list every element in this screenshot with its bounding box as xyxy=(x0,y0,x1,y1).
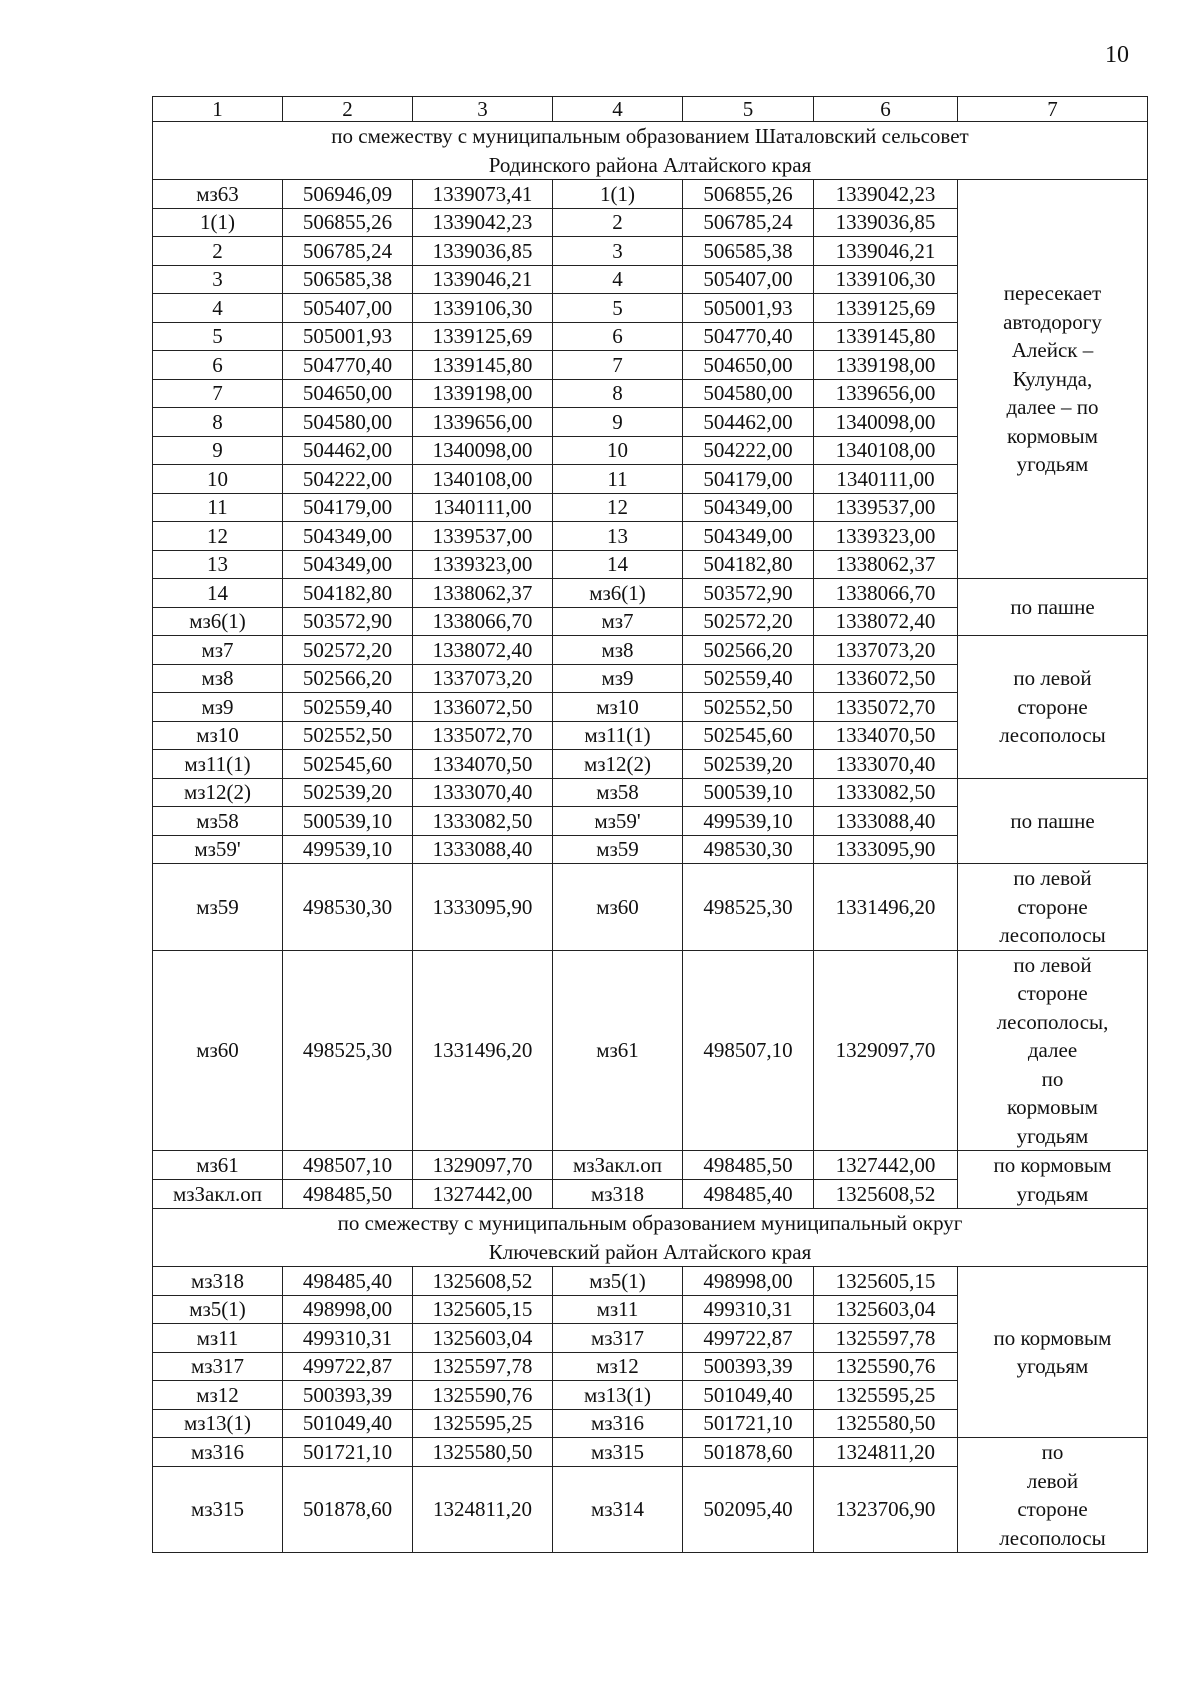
y-from-cell: 1334070,50 xyxy=(413,750,553,779)
point-from-cell: 14 xyxy=(153,579,283,608)
y-from-cell: 1338066,70 xyxy=(413,607,553,636)
x-to-cell: 498485,50 xyxy=(683,1151,814,1180)
x-from-cell: 506585,38 xyxy=(283,265,413,294)
table-row xyxy=(153,1438,1148,1467)
section-title xyxy=(153,122,1148,180)
y-from-cell: 1339106,30 xyxy=(413,294,553,323)
y-from-cell: 1327442,00 xyxy=(413,1180,553,1209)
x-to-cell: 499310,31 xyxy=(683,1295,814,1324)
y-from-cell: 1325608,52 xyxy=(413,1267,553,1296)
x-to-cell: 504462,00 xyxy=(683,408,814,437)
x-to-cell: 502545,60 xyxy=(683,721,814,750)
boundary-description-line: Алейск – xyxy=(1011,338,1094,363)
point-to-cell: 7 xyxy=(553,351,683,380)
table-row xyxy=(153,180,1148,209)
y-from-cell: 1339046,21 xyxy=(413,265,553,294)
boundary-description-cell xyxy=(958,579,1148,636)
point-to-cell: мз316 xyxy=(553,1409,683,1438)
point-from-cell: мз8 xyxy=(153,664,283,693)
x-to-cell: 498525,30 xyxy=(683,864,814,951)
boundary-description-cell xyxy=(958,1438,1148,1553)
x-from-cell: 500539,10 xyxy=(283,807,413,836)
y-from-cell: 1339042,23 xyxy=(413,208,553,237)
y-to-cell: 1331496,20 xyxy=(814,864,958,951)
y-to-cell: 1324811,20 xyxy=(814,1438,958,1467)
y-to-cell: 1333088,40 xyxy=(814,807,958,836)
x-to-cell: 506785,24 xyxy=(683,208,814,237)
x-from-cell: 498530,30 xyxy=(283,864,413,951)
y-to-cell: 1325603,04 xyxy=(814,1295,958,1324)
y-from-cell: 1339198,00 xyxy=(413,379,553,408)
x-from-cell: 501721,10 xyxy=(283,1438,413,1467)
y-to-cell: 1325590,76 xyxy=(814,1352,958,1381)
x-from-cell: 498998,00 xyxy=(283,1295,413,1324)
point-from-cell: мз59' xyxy=(153,835,283,864)
point-to-cell: мз8 xyxy=(553,636,683,665)
x-from-cell: 499722,87 xyxy=(283,1352,413,1381)
point-from-cell: мз318 xyxy=(153,1267,283,1296)
x-to-cell: 501721,10 xyxy=(683,1409,814,1438)
x-to-cell: 504349,00 xyxy=(683,522,814,551)
coordinates-table xyxy=(152,96,1148,1553)
point-from-cell: 9 xyxy=(153,436,283,465)
y-to-cell: 1336072,50 xyxy=(814,664,958,693)
y-from-cell: 1333088,40 xyxy=(413,835,553,864)
x-from-cell: 505001,93 xyxy=(283,322,413,351)
x-from-cell: 502566,20 xyxy=(283,664,413,693)
y-from-cell: 1325590,76 xyxy=(413,1381,553,1410)
x-from-cell: 506946,09 xyxy=(283,180,413,209)
y-from-cell: 1325580,50 xyxy=(413,1438,553,1467)
table-row xyxy=(153,636,1148,665)
boundary-description-line: стороне xyxy=(1017,1497,1088,1521)
x-from-cell: 503572,90 xyxy=(283,607,413,636)
x-to-cell: 502552,50 xyxy=(683,693,814,722)
point-from-cell: мз12(2) xyxy=(153,778,283,807)
boundary-description-cell xyxy=(958,1267,1148,1438)
boundary-description-line: автодорогу xyxy=(1003,309,1102,334)
x-to-cell: 502095,40 xyxy=(683,1466,814,1552)
y-to-cell: 1323706,90 xyxy=(814,1466,958,1552)
point-to-cell: мз7 xyxy=(553,607,683,636)
x-from-cell: 504770,40 xyxy=(283,351,413,380)
x-from-cell: 504179,00 xyxy=(283,493,413,522)
y-from-cell: 1339537,00 xyxy=(413,522,553,551)
point-to-cell: 14 xyxy=(553,550,683,579)
y-from-cell: 1336072,50 xyxy=(413,693,553,722)
y-to-cell: 1334070,50 xyxy=(814,721,958,750)
y-from-cell: 1339073,41 xyxy=(413,180,553,209)
y-to-cell: 1339323,00 xyxy=(814,522,958,551)
x-to-cell: 500539,10 xyxy=(683,778,814,807)
section-title xyxy=(153,1209,1148,1267)
x-to-cell: 504182,80 xyxy=(683,550,814,579)
page-number: 10 xyxy=(1105,42,1129,68)
boundary-description-line: стороне xyxy=(1017,894,1088,919)
table-row xyxy=(153,864,1148,951)
section-title-line: Родинского района Алтайского края xyxy=(488,152,812,177)
x-from-cell: 499539,10 xyxy=(283,835,413,864)
section-title-line: по смежеству с муниципальным образованием Шаталовский сельсовет xyxy=(331,124,969,148)
point-from-cell: мз316 xyxy=(153,1438,283,1467)
header-row xyxy=(153,97,1148,122)
table-row xyxy=(153,1209,1148,1267)
y-from-cell: 1333095,90 xyxy=(413,864,553,951)
y-to-cell: 1338066,70 xyxy=(814,579,958,608)
y-from-cell: 1340111,00 xyxy=(413,493,553,522)
y-to-cell: 1325595,25 xyxy=(814,1381,958,1410)
point-to-cell: 6 xyxy=(553,322,683,351)
x-to-cell: 501878,60 xyxy=(683,1438,814,1467)
x-to-cell: 503572,90 xyxy=(683,579,814,608)
point-from-cell: 4 xyxy=(153,294,283,323)
point-from-cell: 13 xyxy=(153,550,283,579)
point-to-cell: 1(1) xyxy=(553,180,683,209)
section-title-line: Ключевский район Алтайского края xyxy=(488,1239,812,1264)
coordinates-table-body xyxy=(153,97,1148,1553)
y-from-cell: 1338072,40 xyxy=(413,636,553,665)
boundary-description-line: угодьям xyxy=(1016,1123,1089,1148)
x-from-cell: 504182,80 xyxy=(283,579,413,608)
point-to-cell: мз5(1) xyxy=(553,1267,683,1296)
y-to-cell: 1339046,21 xyxy=(814,237,958,266)
boundary-description-line: Кулунда, xyxy=(1012,366,1093,391)
point-to-cell: мз12(2) xyxy=(553,750,683,779)
x-to-cell: 504179,00 xyxy=(683,465,814,494)
point-from-cell: мз13(1) xyxy=(153,1409,283,1438)
y-from-cell: 1340108,00 xyxy=(413,465,553,494)
x-to-cell: 502559,40 xyxy=(683,664,814,693)
boundary-description-line: пересекает xyxy=(1003,281,1102,306)
boundary-description-line: стороне xyxy=(1017,981,1088,1005)
x-from-cell: 504462,00 xyxy=(283,436,413,465)
point-from-cell: 3 xyxy=(153,265,283,294)
point-from-cell: 10 xyxy=(153,465,283,494)
boundary-description-cell xyxy=(958,950,1148,1151)
table-row xyxy=(153,778,1148,807)
boundary-description-line: далее xyxy=(1027,1038,1078,1062)
x-to-cell: 499539,10 xyxy=(683,807,814,836)
x-to-cell: 506855,26 xyxy=(683,180,814,209)
boundary-description-line: по пашне xyxy=(1010,808,1095,833)
column-number-header: 4 xyxy=(553,97,683,122)
point-to-cell: мз59' xyxy=(553,807,683,836)
point-from-cell: мз63 xyxy=(153,180,283,209)
boundary-description-line: лесополосы xyxy=(999,723,1106,747)
x-from-cell: 504222,00 xyxy=(283,465,413,494)
boundary-description-line: по левой xyxy=(1013,952,1092,977)
boundary-description-line: по пашне xyxy=(1010,594,1095,619)
y-to-cell: 1339106,30 xyxy=(814,265,958,294)
x-to-cell: 504650,00 xyxy=(683,351,814,380)
boundary-description-line: левой xyxy=(1026,1468,1079,1493)
point-to-cell: мз318 xyxy=(553,1180,683,1209)
y-from-cell: 1331496,20 xyxy=(413,950,553,1151)
point-from-cell: мз6(1) xyxy=(153,607,283,636)
y-from-cell: 1325605,15 xyxy=(413,1295,553,1324)
boundary-description-cell xyxy=(958,180,1148,579)
boundary-description-line: лесополосы xyxy=(999,1525,1106,1550)
point-from-cell: мз315 xyxy=(153,1466,283,1552)
point-from-cell: мз60 xyxy=(153,950,283,1151)
x-from-cell: 504349,00 xyxy=(283,522,413,551)
point-to-cell: 4 xyxy=(553,265,683,294)
x-from-cell: 502552,50 xyxy=(283,721,413,750)
y-from-cell: 1337073,20 xyxy=(413,664,553,693)
y-to-cell: 1339198,00 xyxy=(814,351,958,380)
x-from-cell: 502572,20 xyxy=(283,636,413,665)
x-from-cell: 498485,50 xyxy=(283,1180,413,1209)
point-to-cell: 10 xyxy=(553,436,683,465)
y-from-cell: 1340098,00 xyxy=(413,436,553,465)
x-to-cell: 498530,30 xyxy=(683,835,814,864)
point-from-cell: 11 xyxy=(153,493,283,522)
column-number-header: 6 xyxy=(814,97,958,122)
point-to-cell: мз13(1) xyxy=(553,1381,683,1410)
point-to-cell: мз317 xyxy=(553,1324,683,1353)
boundary-description-cell xyxy=(958,778,1148,864)
table-row xyxy=(153,122,1148,180)
x-to-cell: 502539,20 xyxy=(683,750,814,779)
x-from-cell: 504650,00 xyxy=(283,379,413,408)
y-from-cell: 1325597,78 xyxy=(413,1352,553,1381)
y-to-cell: 1337073,20 xyxy=(814,636,958,665)
column-number-header: 7 xyxy=(958,97,1148,122)
x-to-cell: 501049,40 xyxy=(683,1381,814,1410)
point-to-cell: 12 xyxy=(553,493,683,522)
section-title-line: по смежеству с муниципальным образованием муниципальный округ xyxy=(337,1211,963,1235)
x-to-cell: 504222,00 xyxy=(683,436,814,465)
y-to-cell: 1340098,00 xyxy=(814,408,958,437)
y-from-cell: 1333082,50 xyxy=(413,807,553,836)
boundary-description-line: лесополосы xyxy=(999,923,1106,947)
x-to-cell: 505001,93 xyxy=(683,294,814,323)
x-to-cell: 499722,87 xyxy=(683,1324,814,1353)
y-from-cell: 1325595,25 xyxy=(413,1409,553,1438)
boundary-description-line: далее – по xyxy=(1006,395,1099,420)
point-to-cell: мз11 xyxy=(553,1295,683,1324)
boundary-description-line: по левой xyxy=(1013,666,1092,690)
point-from-cell: мз11 xyxy=(153,1324,283,1353)
y-from-cell: 1333070,40 xyxy=(413,778,553,807)
y-to-cell: 1339042,23 xyxy=(814,180,958,209)
point-to-cell: мз59 xyxy=(553,835,683,864)
boundary-description-line: кормовым xyxy=(1007,1095,1098,1119)
point-to-cell: 5 xyxy=(553,294,683,323)
column-number-header: 2 xyxy=(283,97,413,122)
boundary-description-line: угодьям xyxy=(1016,1181,1089,1206)
point-to-cell: мз58 xyxy=(553,778,683,807)
point-from-cell: 12 xyxy=(153,522,283,551)
point-from-cell: 1(1) xyxy=(153,208,283,237)
y-to-cell: 1338062,37 xyxy=(814,550,958,579)
x-to-cell: 504580,00 xyxy=(683,379,814,408)
y-from-cell: 1339125,69 xyxy=(413,322,553,351)
boundary-description-line: лесополосы, xyxy=(996,1009,1109,1034)
boundary-description-cell xyxy=(958,1151,1148,1209)
point-from-cell: мз61 xyxy=(153,1151,283,1180)
x-from-cell: 498485,40 xyxy=(283,1267,413,1296)
y-to-cell: 1338072,40 xyxy=(814,607,958,636)
x-to-cell: 502572,20 xyxy=(683,607,814,636)
x-from-cell: 500393,39 xyxy=(283,1381,413,1410)
column-number-header: 3 xyxy=(413,97,553,122)
point-from-cell: мз59 xyxy=(153,864,283,951)
point-from-cell: мз7 xyxy=(153,636,283,665)
y-to-cell: 1325605,15 xyxy=(814,1267,958,1296)
boundary-description-cell xyxy=(958,864,1148,951)
point-from-cell: мз10 xyxy=(153,721,283,750)
boundary-description-line: угодьям xyxy=(1016,452,1089,477)
y-from-cell: 1329097,70 xyxy=(413,1151,553,1180)
x-from-cell: 499310,31 xyxy=(283,1324,413,1353)
point-to-cell: 3 xyxy=(553,237,683,266)
x-to-cell: 502566,20 xyxy=(683,636,814,665)
boundary-description-line: по левой xyxy=(1013,866,1092,890)
point-to-cell: мз6(1) xyxy=(553,579,683,608)
x-from-cell: 505407,00 xyxy=(283,294,413,323)
point-to-cell: мз11(1) xyxy=(553,721,683,750)
point-to-cell: 13 xyxy=(553,522,683,551)
boundary-description-line: по кормовым xyxy=(993,1153,1112,1177)
y-to-cell: 1333095,90 xyxy=(814,835,958,864)
x-from-cell: 498525,30 xyxy=(283,950,413,1151)
x-from-cell: 504580,00 xyxy=(283,408,413,437)
point-from-cell: 8 xyxy=(153,408,283,437)
x-from-cell: 502539,20 xyxy=(283,778,413,807)
boundary-description-line: по xyxy=(1041,1440,1064,1464)
y-from-cell: 1339036,85 xyxy=(413,237,553,266)
boundary-description-line: кормовым xyxy=(1007,423,1098,448)
x-from-cell: 502559,40 xyxy=(283,693,413,722)
point-from-cell: мз317 xyxy=(153,1352,283,1381)
y-to-cell: 1325580,50 xyxy=(814,1409,958,1438)
point-from-cell: мз5(1) xyxy=(153,1295,283,1324)
boundary-description-line: по кормовым xyxy=(993,1325,1112,1350)
point-to-cell: 9 xyxy=(553,408,683,437)
y-to-cell: 1333070,40 xyxy=(814,750,958,779)
y-to-cell: 1339125,69 xyxy=(814,294,958,323)
y-from-cell: 1324811,20 xyxy=(413,1466,553,1552)
point-to-cell: 11 xyxy=(553,465,683,494)
point-to-cell: мз314 xyxy=(553,1466,683,1552)
point-to-cell: мз9 xyxy=(553,664,683,693)
point-to-cell: мз10 xyxy=(553,693,683,722)
y-to-cell: 1339656,00 xyxy=(814,379,958,408)
x-to-cell: 498485,40 xyxy=(683,1180,814,1209)
x-to-cell: 500393,39 xyxy=(683,1352,814,1381)
column-number-header: 1 xyxy=(153,97,283,122)
y-to-cell: 1325608,52 xyxy=(814,1180,958,1209)
point-from-cell: мз58 xyxy=(153,807,283,836)
x-to-cell: 498507,10 xyxy=(683,950,814,1151)
table-row xyxy=(153,1267,1148,1296)
x-from-cell: 498507,10 xyxy=(283,1151,413,1180)
table-row xyxy=(153,579,1148,608)
x-to-cell: 506585,38 xyxy=(683,237,814,266)
boundary-description-line: по xyxy=(1041,1066,1064,1091)
column-number-header: 5 xyxy=(683,97,814,122)
y-from-cell: 1339656,00 xyxy=(413,408,553,437)
point-from-cell: 6 xyxy=(153,351,283,380)
point-from-cell: 2 xyxy=(153,237,283,266)
y-to-cell: 1339537,00 xyxy=(814,493,958,522)
x-from-cell: 506855,26 xyxy=(283,208,413,237)
point-to-cell: 2 xyxy=(553,208,683,237)
y-from-cell: 1339323,00 xyxy=(413,550,553,579)
point-from-cell: мзЗакл.оп xyxy=(153,1180,283,1209)
y-from-cell: 1338062,37 xyxy=(413,579,553,608)
x-from-cell: 504349,00 xyxy=(283,550,413,579)
x-to-cell: 498998,00 xyxy=(683,1267,814,1296)
point-from-cell: мз9 xyxy=(153,693,283,722)
y-to-cell: 1340108,00 xyxy=(814,436,958,465)
point-to-cell: 8 xyxy=(553,379,683,408)
y-to-cell: 1327442,00 xyxy=(814,1151,958,1180)
point-from-cell: мз11(1) xyxy=(153,750,283,779)
table-row xyxy=(153,950,1148,1151)
y-from-cell: 1325603,04 xyxy=(413,1324,553,1353)
y-to-cell: 1333082,50 xyxy=(814,778,958,807)
point-to-cell: мз12 xyxy=(553,1352,683,1381)
point-from-cell: 5 xyxy=(153,322,283,351)
y-to-cell: 1339145,80 xyxy=(814,322,958,351)
x-to-cell: 504349,00 xyxy=(683,493,814,522)
x-from-cell: 502545,60 xyxy=(283,750,413,779)
point-to-cell: мзЗакл.оп xyxy=(553,1151,683,1180)
x-from-cell: 501878,60 xyxy=(283,1466,413,1552)
y-to-cell: 1329097,70 xyxy=(814,950,958,1151)
boundary-description-line: стороне xyxy=(1017,694,1088,719)
boundary-description-cell xyxy=(958,636,1148,779)
x-from-cell: 506785,24 xyxy=(283,237,413,266)
x-to-cell: 504770,40 xyxy=(683,322,814,351)
y-from-cell: 1339145,80 xyxy=(413,351,553,380)
point-to-cell: мз60 xyxy=(553,864,683,951)
point-from-cell: 7 xyxy=(153,379,283,408)
y-to-cell: 1340111,00 xyxy=(814,465,958,494)
boundary-description-line: угодьям xyxy=(1016,1354,1089,1378)
y-to-cell: 1335072,70 xyxy=(814,693,958,722)
point-from-cell: мз12 xyxy=(153,1381,283,1410)
y-to-cell: 1325597,78 xyxy=(814,1324,958,1353)
point-to-cell: мз61 xyxy=(553,950,683,1151)
y-to-cell: 1339036,85 xyxy=(814,208,958,237)
point-to-cell: мз315 xyxy=(553,1438,683,1467)
table-row xyxy=(153,1151,1148,1180)
y-from-cell: 1335072,70 xyxy=(413,721,553,750)
x-from-cell: 501049,40 xyxy=(283,1409,413,1438)
x-to-cell: 505407,00 xyxy=(683,265,814,294)
